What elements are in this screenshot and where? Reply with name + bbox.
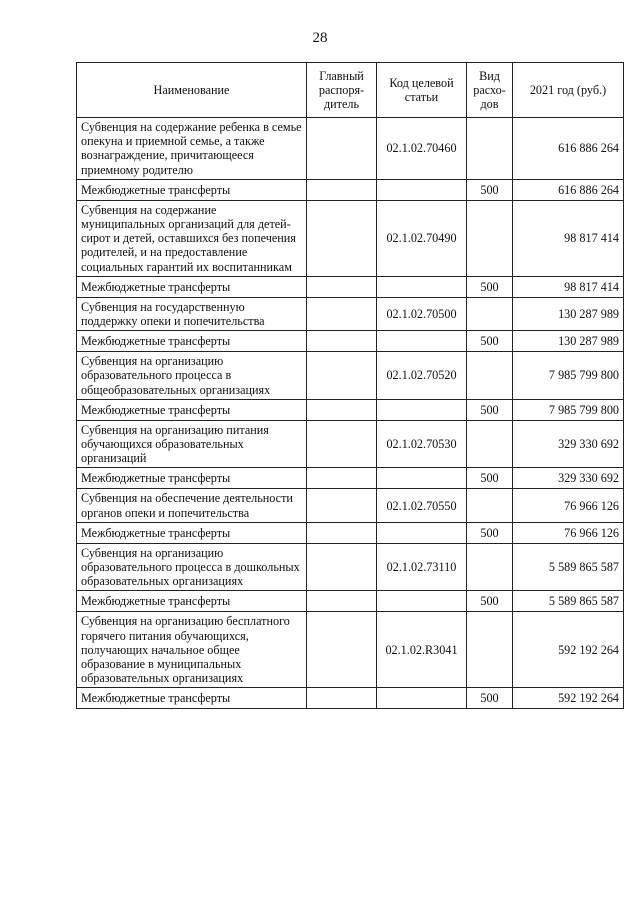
cell-type <box>467 118 513 180</box>
table-row <box>77 118 624 180</box>
table-row <box>77 489 624 522</box>
cell-admin <box>307 591 377 612</box>
page-number: 28 <box>312 30 328 46</box>
table-row <box>77 276 624 297</box>
cell-admin <box>307 399 377 420</box>
cell-code <box>377 179 467 200</box>
cell-name: Субвенция на содержание ребенка в семье опекуна и приемной семье, а также вознаграждение, причитающееся приемному родителю <box>77 118 307 180</box>
cell-type <box>467 489 513 522</box>
cell-admin <box>307 118 377 180</box>
cell-type <box>467 352 513 400</box>
cell-admin <box>307 297 377 330</box>
cell-admin <box>307 179 377 200</box>
cell-type: 500 <box>467 688 513 709</box>
header-name: Наименование <box>77 63 307 118</box>
header-admin: Главный распоря-дитель <box>307 63 377 118</box>
cell-sum: 329 330 692 <box>513 420 624 468</box>
cell-name: Субвенция на обеспечение деятельности органов опеки и попечительства <box>77 489 307 522</box>
table-row <box>77 200 624 276</box>
budget-table <box>76 62 624 709</box>
table-row <box>77 352 624 400</box>
cell-sum: 130 287 989 <box>513 331 624 352</box>
cell-code: 02.1.02.70490 <box>377 200 467 276</box>
cell-name: Межбюджетные трансферты <box>77 399 307 420</box>
cell-name: Межбюджетные трансферты <box>77 179 307 200</box>
table-row <box>77 399 624 420</box>
cell-sum: 98 817 414 <box>513 276 624 297</box>
cell-admin <box>307 420 377 468</box>
cell-code: 02.1.02.70460 <box>377 118 467 180</box>
cell-code <box>377 399 467 420</box>
cell-name: Субвенция на организацию образовательного процесса в дошкольных образовательных организациях <box>77 543 307 591</box>
cell-code <box>377 468 467 489</box>
table-row <box>77 612 624 688</box>
table-row <box>77 688 624 709</box>
cell-sum: 616 886 264 <box>513 118 624 180</box>
cell-admin <box>307 276 377 297</box>
cell-admin <box>307 468 377 489</box>
table-row <box>77 522 624 543</box>
cell-type: 500 <box>467 276 513 297</box>
table-row <box>77 543 624 591</box>
cell-sum: 5 589 865 587 <box>513 543 624 591</box>
cell-code <box>377 276 467 297</box>
cell-sum: 7 985 799 800 <box>513 352 624 400</box>
cell-code: 02.1.02.70520 <box>377 352 467 400</box>
cell-code: 02.1.02.70530 <box>377 420 467 468</box>
cell-admin <box>307 522 377 543</box>
cell-admin <box>307 543 377 591</box>
cell-code: 02.1.02.70500 <box>377 297 467 330</box>
cell-type <box>467 543 513 591</box>
table-header-row <box>77 63 624 118</box>
cell-sum: 592 192 264 <box>513 612 624 688</box>
cell-type: 500 <box>467 399 513 420</box>
header-sum: 2021 год (руб.) <box>513 63 624 118</box>
cell-sum: 329 330 692 <box>513 468 624 489</box>
cell-admin <box>307 489 377 522</box>
table-row <box>77 179 624 200</box>
header-type: Вид расхо-дов <box>467 63 513 118</box>
cell-sum: 130 287 989 <box>513 297 624 330</box>
table-body <box>77 118 624 709</box>
cell-type: 500 <box>467 179 513 200</box>
table-row <box>77 420 624 468</box>
cell-type <box>467 297 513 330</box>
cell-code: 02.1.02.70550 <box>377 489 467 522</box>
cell-code <box>377 688 467 709</box>
cell-admin <box>307 331 377 352</box>
cell-type: 500 <box>467 522 513 543</box>
cell-admin <box>307 200 377 276</box>
cell-type <box>467 200 513 276</box>
table-row <box>77 331 624 352</box>
cell-name: Межбюджетные трансферты <box>77 468 307 489</box>
cell-code <box>377 522 467 543</box>
cell-name: Межбюджетные трансферты <box>77 591 307 612</box>
cell-name: Субвенция на государственную поддержку опеки и попечительства <box>77 297 307 330</box>
cell-code <box>377 591 467 612</box>
cell-name: Межбюджетные трансферты <box>77 331 307 352</box>
cell-code: 02.1.02.R3041 <box>377 612 467 688</box>
cell-sum: 616 886 264 <box>513 179 624 200</box>
cell-type: 500 <box>467 331 513 352</box>
table-row <box>77 297 624 330</box>
table-row <box>77 468 624 489</box>
cell-name: Межбюджетные трансферты <box>77 688 307 709</box>
cell-name: Субвенция на организацию образовательного процесса в общеобразовательных организациях <box>77 352 307 400</box>
cell-admin <box>307 688 377 709</box>
header-code: Код целевой статьи <box>377 63 467 118</box>
cell-sum: 5 589 865 587 <box>513 591 624 612</box>
cell-type: 500 <box>467 591 513 612</box>
cell-name: Межбюджетные трансферты <box>77 522 307 543</box>
cell-name: Субвенция на организацию бесплатного горячего питания обучающихся, получающих начальное общее образование в муниципальных образовательных организациях <box>77 612 307 688</box>
cell-type <box>467 420 513 468</box>
cell-code: 02.1.02.73110 <box>377 543 467 591</box>
cell-admin <box>307 612 377 688</box>
cell-sum: 76 966 126 <box>513 489 624 522</box>
cell-type <box>467 612 513 688</box>
cell-type: 500 <box>467 468 513 489</box>
cell-name: Субвенция на содержание муниципальных организаций для детей-сирот и детей, оставшихся без попечения родителей, и на предоставление социальных гарантий их воспитанникам <box>77 200 307 276</box>
table-row <box>77 591 624 612</box>
cell-name: Межбюджетные трансферты <box>77 276 307 297</box>
cell-code <box>377 331 467 352</box>
cell-sum: 7 985 799 800 <box>513 399 624 420</box>
cell-name: Субвенция на организацию питания обучающихся образовательных организаций <box>77 420 307 468</box>
cell-sum: 76 966 126 <box>513 522 624 543</box>
cell-admin <box>307 352 377 400</box>
cell-sum: 98 817 414 <box>513 200 624 276</box>
cell-sum: 592 192 264 <box>513 688 624 709</box>
